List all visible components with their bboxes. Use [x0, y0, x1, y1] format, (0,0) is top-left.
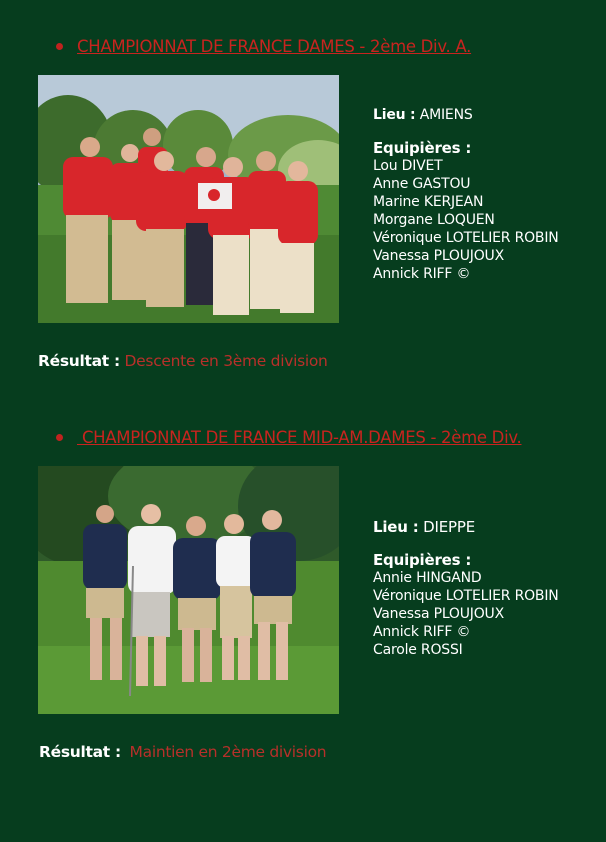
- team-photo-dieppe: [38, 466, 339, 714]
- location-label: Lieu :: [373, 107, 416, 123]
- team-member: Marine KERJEAN: [373, 194, 484, 210]
- team-member: Annie HINGAND: [373, 570, 482, 586]
- team-member: Véronique LOTELIER ROBIN: [373, 230, 559, 246]
- section-2-info: [373, 518, 559, 659]
- result-value: Descente en 3ème division: [124, 352, 328, 370]
- location-label: Lieu :: [373, 518, 419, 536]
- team-label: Equipières :: [373, 139, 472, 157]
- section-1-info: [373, 106, 559, 283]
- bullet-icon: [56, 43, 63, 50]
- team-member: Anne GASTOU: [373, 176, 471, 192]
- location-line: [373, 106, 559, 124]
- team-member: Vanessa PLOUJOUX: [373, 606, 504, 622]
- section-2-heading[interactable]: [56, 428, 522, 447]
- section-2-result: [39, 743, 326, 761]
- team-member: Morgane LOQUEN: [373, 212, 495, 228]
- team-member: Annick RIFF ©: [373, 624, 471, 640]
- result-label: Résultat :: [39, 743, 121, 761]
- team-member: Annick RIFF ©: [373, 266, 471, 282]
- team-member: Véronique LOTELIER ROBIN: [373, 588, 559, 604]
- team-photo-amiens: [38, 75, 339, 323]
- location-value: AMIENS: [419, 107, 473, 123]
- section-1-result: [38, 352, 328, 370]
- location-value: DIEPPE: [423, 518, 475, 536]
- result-value: Maintien en 2ème division: [129, 743, 327, 761]
- team-label: Equipières :: [373, 551, 472, 569]
- section-1-heading[interactable]: [56, 37, 471, 56]
- team-member: Carole ROSSI: [373, 642, 463, 658]
- section-1-title-link[interactable]: CHAMPIONNAT DE FRANCE DAMES - 2ème Div. A.: [77, 37, 472, 56]
- team-member: Lou DIVET: [373, 158, 443, 174]
- bullet-icon: [56, 434, 63, 441]
- team-member: Vanessa PLOUJOUX: [373, 248, 504, 264]
- location-line: [373, 518, 559, 536]
- result-label: Résultat :: [38, 352, 120, 370]
- section-2-title-link[interactable]: CHAMPIONNAT DE FRANCE MID-AM.DAMES - 2ème Div.: [77, 428, 522, 447]
